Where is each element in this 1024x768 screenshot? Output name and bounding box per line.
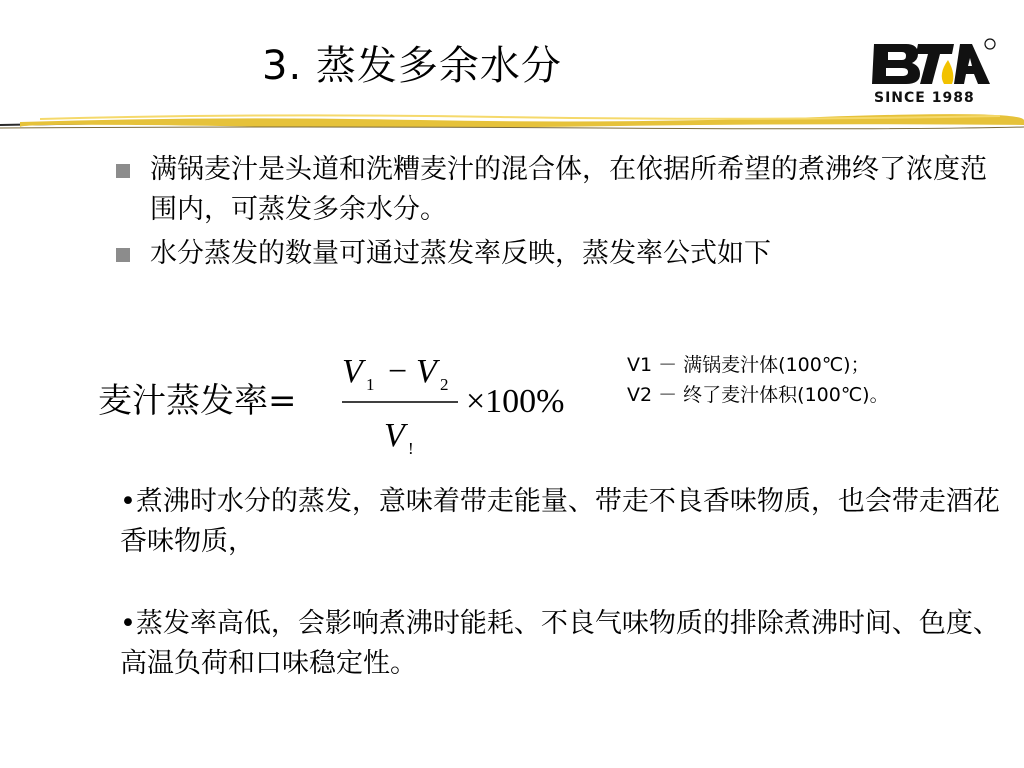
bta-logo-icon	[868, 36, 998, 90]
formula-denominator-v: V	[384, 417, 405, 454]
title-divider	[0, 108, 1024, 138]
logo-since-text: SINCE 1988	[874, 90, 975, 106]
bullet-square-icon	[116, 248, 130, 262]
formula-notes	[627, 350, 889, 410]
note-v1: V1 － 满锅麦汁体(100℃)；	[627, 354, 870, 376]
formula-minus: −	[388, 353, 408, 390]
formula-equals: =	[268, 381, 297, 421]
company-logo	[868, 36, 998, 108]
bullet-text: 满锅麦汁是头道和洗糟麦汁的混合体，在依据所希望的煮沸终了浓度范围内，可蒸发多余水分。	[150, 154, 987, 225]
note-v2: V2 － 终了麦汁体积(100℃)。	[627, 384, 889, 406]
bullet-item	[112, 234, 992, 274]
bullet-item	[112, 150, 992, 230]
formula-v1: V	[342, 353, 363, 390]
bullet-text: 水分蒸发的数量可通过蒸发率反映，蒸发率公式如下	[150, 238, 771, 269]
formula-times-percent: ×100%	[466, 383, 565, 420]
formula-v2: V	[416, 353, 437, 390]
slide-title: 3. 蒸发多余水分	[262, 43, 562, 89]
bullet-square-icon	[116, 164, 130, 178]
bullet-list	[112, 150, 992, 278]
paragraph-evaporation-rate: •蒸发率高低，会影响煮沸时能耗、不良气味物质的排除煮沸时间、色度、高温负荷和口味稳定性。	[120, 608, 1000, 679]
formula-v1-sub: 1	[366, 375, 375, 394]
formula-denominator-sub: !	[408, 439, 414, 458]
formula-v2-sub: 2	[440, 375, 449, 394]
paragraph-evaporation-effect: •煮沸时水分的蒸发，意味着带走能量、带走不良香味物质，也会带走酒花香味物质，	[120, 486, 1000, 557]
evaporation-rate-formula	[96, 346, 616, 466]
formula-lhs: 麦汁蒸发率	[98, 381, 268, 421]
